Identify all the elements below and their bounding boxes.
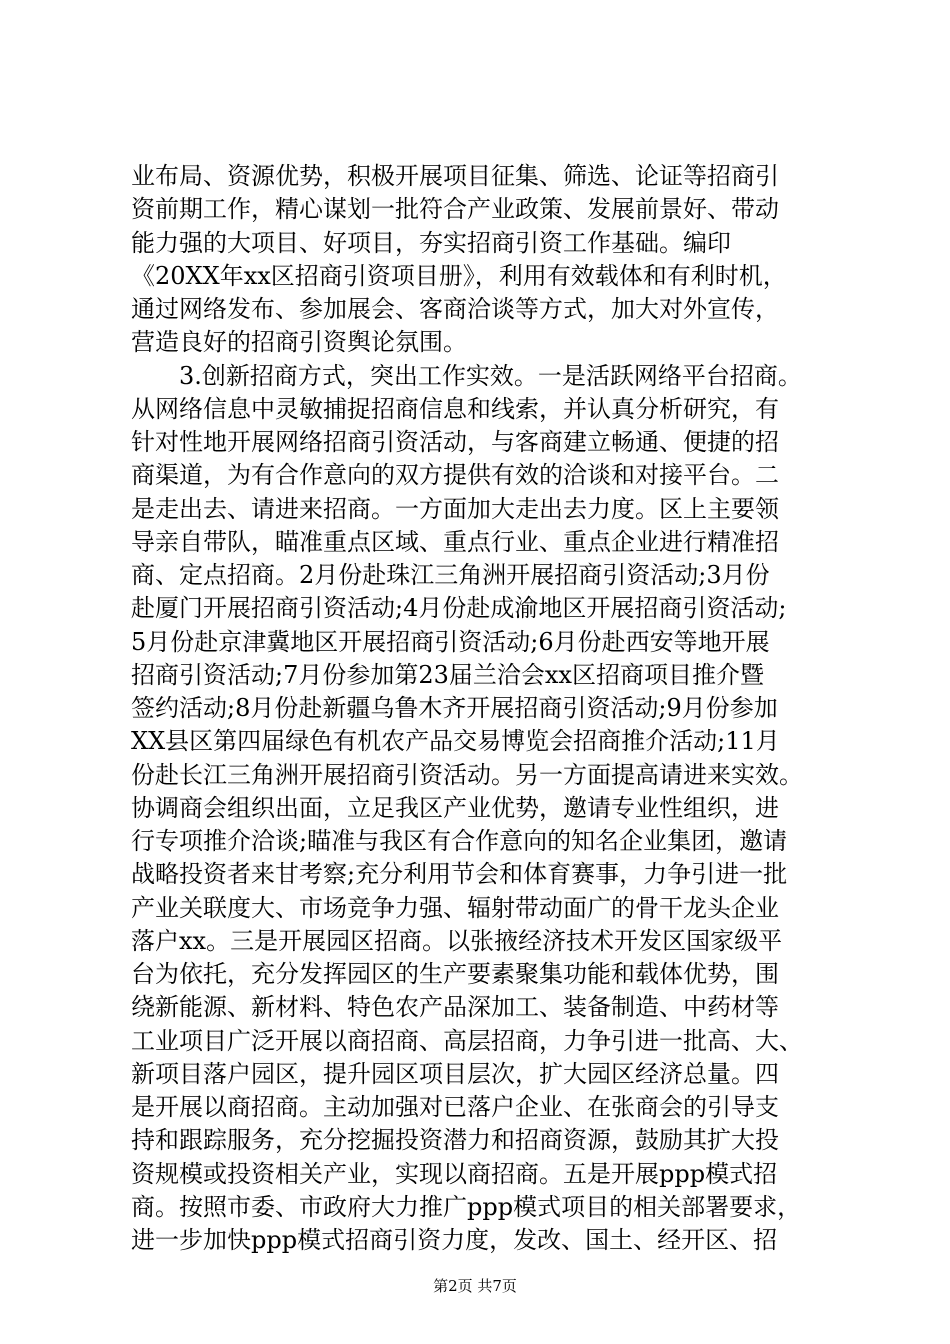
text-line: 资规模或投资相关产业，实现以商招商。五是开展ppp模式招 (131, 1159, 778, 1188)
text-line: 商、定点招商。2月份赴珠江三角洲开展招商引资活动;3月份 (131, 561, 770, 589)
text-line: 3.创新招商方式，突出工作实效。一是活跃网络平台招商。 (131, 361, 802, 390)
text-line: 战略投资者来甘考察;充分利用节会和体育赛事，力争引进一批 (131, 860, 788, 889)
text-line: 是走出去、请进来招商。一方面加大走出去力度。区上主要领 (131, 494, 779, 523)
document-body (131, 160, 841, 1257)
text-line: 从网络信息中灵敏捕捉招商信息和线索，并认真分析研究，有 (131, 394, 779, 423)
text-line: 商渠道，为有合作意向的双方提供有效的洽谈和对接平台。二 (131, 461, 779, 490)
text-line: 营造良好的招商引资舆论氛围。 (131, 328, 467, 357)
text-line: 赴厦门开展招商引资活动;4月份赴成渝地区开展招商引资活动; (131, 594, 787, 623)
text-line: 绕新能源、新材料、特色农产品深加工、装备制造、中药材等 (131, 993, 779, 1022)
text-line: 台为依托，充分发挥园区的生产要素聚集功能和载体优势，围 (131, 960, 779, 988)
text-line: 新项目落户园区，提升园区项目层次，扩大园区经济总量。四 (131, 1059, 779, 1088)
text-line: 商。按照市委、市政府大力推广ppp模式项目的相关部署要求， (131, 1192, 802, 1221)
text-line: 5月份赴京津冀地区开展招商引资活动;6月份赴西安等地开展 (131, 627, 770, 656)
text-line: 进一步加快ppp模式招商引资力度，发改、国土、经开区、招 (131, 1226, 778, 1254)
text-line: 针对性地开展网络招商引资活动，与客商建立畅通、便捷的招 (131, 428, 779, 456)
text-line: 能力强的大项目、好项目，夯实招商引资工作基础。编印 (131, 228, 731, 257)
text-line: 通过网络发布、参加展会、客商洽谈等方式，加大对外宣传， (131, 295, 779, 323)
text-line: XX县区第四届绿色有机农产品交易博览会招商推介活动;11月 (131, 727, 780, 756)
text-line: 导亲自带队，瞄准重点区域、重点行业、重点企业进行精准招 (131, 527, 779, 556)
text-line: 签约活动;8月份赴新疆乌鲁木齐开展招商引资活动;9月份参加 (131, 694, 778, 722)
text-line: 持和跟踪服务，充分挖掘投资潜力和招商资源，鼓励其扩大投 (131, 1126, 779, 1155)
text-line: 产业关联度大、市场竞争力强、辐射带动面广的骨干龙头企业 (131, 893, 779, 922)
text-line: 工业项目广泛开展以商招商、高层招商，力争引进一批高、大、 (131, 1026, 803, 1055)
text-line: 份赴长江三角洲开展招商引资活动。另一方面提高请进来实效。 (131, 760, 803, 789)
text-line: 协调商会组织出面，立足我区产业优势，邀请专业性组织，进 (131, 793, 779, 822)
page-footer: 第2页 共7页 (433, 1277, 517, 1295)
text-line: 是开展以商招商。主动加强对已落户企业、在张商会的引导支 (131, 1093, 779, 1121)
text-line: 招商引资活动;7月份参加第23届兰洽会xx区招商项目推介暨 (131, 660, 764, 689)
text-line: 业布局、资源优势，积极开展项目征集、筛选、论证等招商引 (131, 162, 779, 190)
text-line: 落户xx。三是开展园区招商。以张掖经济技术开发区国家级平 (131, 926, 783, 955)
text-line: 《20XX年xx区招商引资项目册》，利用有效载体和有利时机， (131, 261, 787, 290)
text-line: 资前期工作，精心谋划一批符合产业政策、发展前景好、带动 (131, 195, 779, 224)
text-line: 行专项推介洽谈;瞄准与我区有合作意向的知名企业集团，邀请 (131, 827, 788, 855)
